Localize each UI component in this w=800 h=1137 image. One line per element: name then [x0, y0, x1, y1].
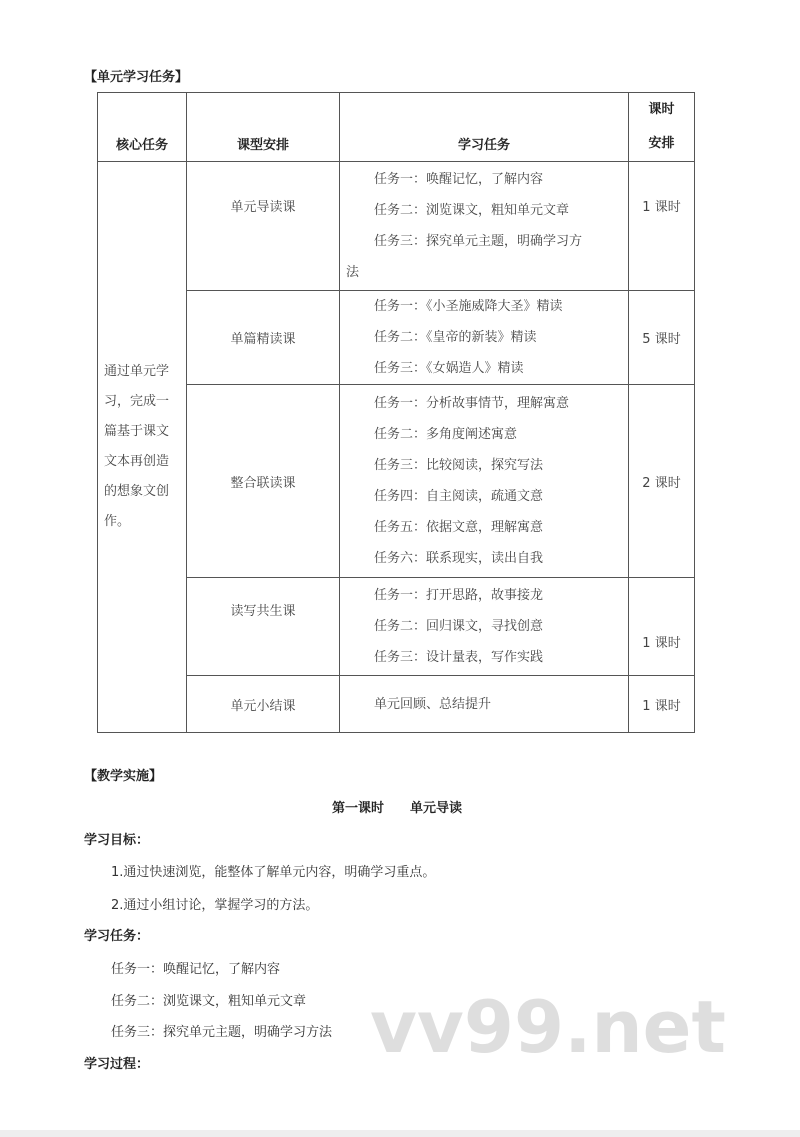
- task-list: [340, 162, 629, 291]
- task-item: 任务二：浏览课文，粗知单元文章: [111, 994, 307, 1009]
- lesson-title: 第一课时 单元导读: [332, 801, 463, 816]
- core-task-cell: 通过单元学习，完成一篇基于课文文本再创造的想象文创作。: [98, 162, 187, 733]
- hours: 2 课时: [629, 385, 695, 578]
- task-item: 任务二：多角度阐述寓意: [374, 427, 518, 442]
- hours: 1 课时: [629, 162, 695, 291]
- hours: 1 课时: [629, 676, 695, 733]
- section-heading-teaching: 【教学实施】: [84, 769, 163, 784]
- task-list: [340, 578, 629, 676]
- goal-item: 1.通过快速浏览，能整体了解单元内容，明确学习重点。: [111, 865, 436, 880]
- task-item: 任务三：探究单元主题，明确学习方: [374, 234, 583, 249]
- task-item: 任务一：打开思路，故事接龙: [374, 588, 544, 603]
- task-item: 任务三：设计量表，写作实践: [374, 650, 544, 665]
- task-item: 任务二：回归课文，寻找创意: [374, 619, 544, 634]
- lesson-type: 读写共生课: [187, 578, 340, 676]
- goals-heading: 学习目标：: [84, 833, 150, 848]
- unit-task-table: [97, 92, 695, 733]
- task-item: 任务一：《小圣施威降大圣》精读: [374, 299, 563, 314]
- hours: 5 课时: [629, 291, 695, 385]
- watermark: vv99.net: [370, 985, 726, 1069]
- task-item: 任务一：唤醒记忆，了解内容: [374, 172, 544, 187]
- header-core-task: 核心任务: [98, 93, 187, 162]
- task-item: 任务一：唤醒记忆，了解内容: [111, 962, 281, 977]
- task-list: [340, 676, 629, 733]
- task-item: 单元回顾、总结提升: [374, 696, 492, 712]
- hours: 1 课时: [629, 578, 695, 676]
- task-item: 任务三：《女娲造人》精读: [374, 361, 524, 376]
- page-bottom-edge: [0, 1130, 800, 1137]
- task-item: 任务五：依据文意，理解寓意: [374, 520, 544, 535]
- lesson-type: 单元小结课: [187, 676, 340, 733]
- task-item: 任务二：《皇帝的新装》精读: [374, 330, 537, 345]
- header-lesson-type: 课型安排: [187, 93, 340, 162]
- section-heading-unit-tasks: 【单元学习任务】: [84, 70, 189, 85]
- task-item: 任务三：比较阅读，探究写法: [374, 458, 544, 473]
- task-item: 任务四：自主阅读，疏通文意: [374, 489, 544, 504]
- task-item: 任务二：浏览课文，粗知单元文章: [374, 203, 570, 218]
- header-hours-line2: 安排: [648, 136, 675, 151]
- task-list: [340, 291, 629, 385]
- task-item: 法: [346, 265, 360, 280]
- header-hours-line1: 课时: [648, 102, 675, 117]
- lesson-type: 整合联读课: [187, 385, 340, 578]
- goal-item: 2.通过小组讨论，掌握学习的方法。: [111, 898, 319, 913]
- task-item: 任务六：联系现实，读出自我: [374, 551, 544, 566]
- header-hours: [629, 93, 695, 162]
- lesson-type: 单元导读课: [187, 162, 340, 291]
- task-item: 任务三：探究单元主题，明确学习方法: [111, 1025, 333, 1040]
- lesson-type: 单篇精读课: [187, 291, 340, 385]
- header-learning-tasks: 学习任务: [340, 93, 629, 162]
- tasks-heading: 学习任务：: [84, 929, 150, 944]
- process-heading: 学习过程：: [84, 1057, 150, 1072]
- task-item: 任务一：分析故事情节，理解寓意: [374, 396, 570, 411]
- task-list: [340, 385, 629, 578]
